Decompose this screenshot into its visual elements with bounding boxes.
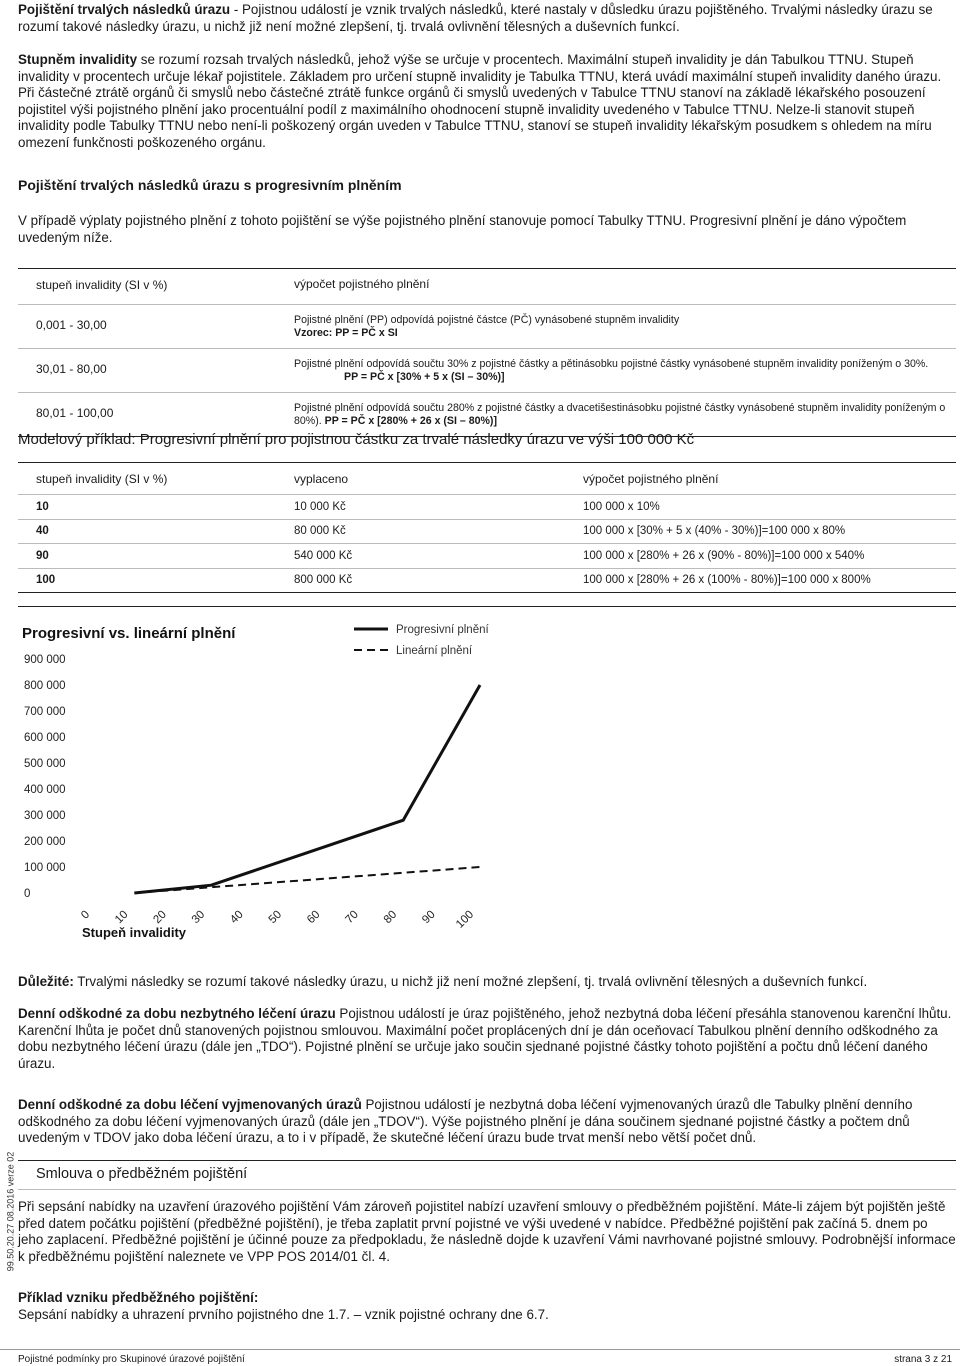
- x-tick-label: 10: [112, 908, 131, 927]
- table-row: 40 80 000 Kč 100 000 x [30% + 5 x (40% - 30%)]=100 000 x 80%: [18, 519, 956, 544]
- y-tick-label: 200 000: [24, 836, 66, 848]
- paragraph-denni-odskodne-vyjmenovane: Denní odškodné za dobu léčení vyjmenovaných úrazů Pojistnou událostí je nezbytná doba léčení vyjmenovaných úrazů dle Tabulky plnění denního odškodného za dobu léčení vyjmenovaných úrazů (dále jen „TDOV“). Výše pojistného plnění je dána součinem sjednané pojistné částky a počtem dnů uvedeným v TDOV jako doba léčení úrazu, a to i v případě, že skutečné léčení úrazu bude trvat menší nebo větší počet dnů.: [18, 1097, 913, 1146]
- heading-progresivni: Pojištění trvalých následků úrazu s progresivním plněním: [18, 177, 402, 193]
- page-number: strana 3 z 21: [894, 1354, 952, 1365]
- paragraph-dulezite: Důležité: Trvalými následky se rozumí takové následky úrazu, u nichž již není možné zlepšení, tj. trvalá ovlivnění tělesných a duševních funkcí.: [18, 974, 868, 989]
- paragraph-trvale-nasledky: Pojištění trvalých následků úrazu - Pojistnou událostí je vznik trvalých následků, které nastaly v důsledku úrazu pojištěného. Trvalými následky úrazu se rozumí takové následky úrazu, u nichž již není možné zlepšení, tj. trvalá ovlivnění tělesných a duševních funkcí.: [18, 2, 933, 34]
- legend-label: Lineární plnění: [396, 645, 473, 657]
- example-table: [18, 462, 956, 593]
- y-tick-label: 500 000: [24, 758, 66, 770]
- paragraph-stupen-invalidity: Stupněm invalidity se rozumí rozsah trvalých následků, jehož výše se určuje v procentech. Maximální stupeň invalidity je dán Tabulkou TTNU. Stupeň invalidity v procentech určuje lékař pojistitele. Základem pro určení stupně invalidity je Tabulka TTNU, která uvádí maximální stupeň invalidity daného úrazu. Při částečné ztrátě orgánů či smyslů nebo částečné ztrátě funkce orgánů či smyslů uvedených v Tabulce TTNU stanoví na základě lékařského posouzení pojistitel výši pojistného plnění jako procentuální podíl z maximálního ohodnocení stupně invalidity uvedeného v Tabulce TTNU. Nelze-li stanovit stupeň invalidity podle Tabulky TTNU nebo není-li poškozený orgán uveden v Tabulce TTNU, stanoví se stupeň invalidity lékařským posudkem s ohledem na míru omezení funkčnosti poškozeného orgánu.: [18, 52, 942, 150]
- x-tick-label: 100: [454, 908, 477, 931]
- example-title: Příklad vzniku předběžného pojištění:: [18, 1290, 259, 1305]
- series-line-progressive: [134, 685, 480, 893]
- table-header-cell: stupeň invalidity (SI v %): [18, 269, 294, 305]
- chart-title: Progresivní vs. lineární plnění: [22, 625, 236, 642]
- x-tick-label: 50: [266, 908, 285, 927]
- table-header-row: [18, 269, 956, 305]
- table-row: 90 540 000 Kč 100 000 x [280% + 26 x (90% - 80%)]=100 000 x 540%: [18, 544, 956, 569]
- x-tick-label: 70: [343, 908, 361, 927]
- legend-label: Progresivní plnění: [396, 624, 489, 636]
- term-lead: Stupněm invalidity: [18, 52, 138, 67]
- heading-modelovy-priklad: Modelový příklad: Progresivní plnění pro pojistnou částku za trvalé následky úrazu ve výši 100 000 Kč: [18, 431, 695, 448]
- paragraph-progresivni: V případě výplaty pojistného plnění z tohoto pojištění se výše pojistného plnění stanovuje pomocí Tabulky TTNU. Progresivní plnění je dáno výpočtem uvedeným níže.: [18, 213, 907, 245]
- x-tick-label: 0: [79, 908, 93, 922]
- y-tick-label: 600 000: [24, 732, 66, 744]
- table-row: 0,001 - 30,00 Pojistné plnění (PP) odpovídá pojistné částce (PČ) vynásobené stupněm invalidity Vzorec: PP = PČ x SI: [18, 305, 956, 349]
- term-lead: Pojištění trvalých následků úrazu: [18, 2, 231, 17]
- x-tick-label: 30: [189, 908, 208, 927]
- paragraph-predbezne-pojisteni: Při sepsání nabídky na uzavření úrazového pojištění Vám zároveň pojistitel nabízí uzavření smlouvy o předběžném pojištění. Máte-li zájem být pojištěn ještě před datem počátku pojištění (předběžné pojištění), je třeba zaplatit první pojistné ve výši uvedené v nabídce. Předběžné pojištění pak začíná 5. dnem po jeho zaplacení. Předběžné pojištění je účinné pouze za předpokladu, že následně dojde k uzavření Vámi navrhované pojistné smlouvy. Podrobnější informace k předběžnému pojištění naleznete ve VPP POS 2014/01 čl. 4.: [18, 1199, 956, 1264]
- progressive-vs-linear-chart: [18, 607, 956, 950]
- table-header-row: stupeň invalidity (SI v %) vyplaceno výpočet pojistného plnění: [18, 463, 956, 495]
- x-tick-label: 60: [304, 908, 323, 927]
- document-code: 99.50.20.27 08.2016 verze 02: [5, 1151, 16, 1272]
- table-row: 100 800 000 Kč 100 000 x [280% + 26 x (100% - 80%)]=100 000 x 800%: [36, 574, 871, 587]
- x-tick-label: 40: [228, 908, 246, 927]
- table-row: 80,01 - 100,00 Pojistné plnění odpovídá součtu 280% z pojistné částky a dvacetišestinásobku pojistné částky vynásobené stupněm invalidity poníženým o 80%). PP = PČ x [280% + 26 x (SI – 80%)]: [36, 402, 946, 427]
- example-block: [18, 1290, 956, 1323]
- y-tick-label: 700 000: [24, 706, 66, 718]
- y-tick-label: 0: [24, 888, 31, 900]
- y-tick-label: 400 000: [24, 784, 66, 796]
- section-title: Smlouva o předběžném pojištění: [36, 1166, 248, 1182]
- y-tick-label: 900 000: [24, 654, 66, 666]
- x-tick-label: 80: [381, 908, 400, 927]
- table-row: 10 10 000 Kč 100 000 x 10%: [18, 495, 956, 520]
- x-tick-label: 90: [420, 908, 438, 927]
- table-row: 30,01 - 80,00 Pojistné plnění odpovídá součtu 30% z pojistné částky a pětinásobku pojistné částky vynásobené stupněm invalidity poníženým o 30%. PP = PČ x [30% + 5 x (SI – 30%)]: [18, 349, 956, 393]
- x-tick-label: 20: [151, 908, 169, 927]
- paragraph-denni-odskodne-nezbytne: Denní odškodné za dobu nezbytného léčení úrazu Pojistnou událostí je úraz pojištěného, jehož nezbytná doba léčení přesáhla stanovenou karenční lhůtu. Karenční lhůta je počet dnů stanovených pojistnou smlouvou. Maximální počet proplácených dní je dán oceňovací Tabulkou plnění denního odškodného za dobu nezbytného léčení úrazu (dále jen „TDO“). Pojistné plnění se určuje jako součin sjednané pojistné částky tohoto pojištění a počtu dnů léčení daného úrazu.: [18, 1006, 952, 1071]
- progressive-table: [18, 268, 956, 437]
- x-axis-label: Stupeň invalidity: [82, 925, 187, 940]
- chart-container: [18, 606, 956, 950]
- footer: [0, 1349, 960, 1365]
- footer-title: Pojistné podmínky pro Skupinové úrazové pojištění: [18, 1354, 245, 1365]
- y-tick-label: 300 000: [24, 810, 66, 822]
- section-divider: [18, 1189, 956, 1190]
- y-tick-label: 100 000: [24, 862, 66, 874]
- y-tick-label: 800 000: [24, 680, 66, 692]
- example-text: Sepsání nabídky a uhrazení prvního pojistného dne 1.7. – vznik pojistné ochrany dne 6.7.: [18, 1306, 549, 1322]
- table-header-cell: výpočet pojistného plnění: [294, 269, 956, 305]
